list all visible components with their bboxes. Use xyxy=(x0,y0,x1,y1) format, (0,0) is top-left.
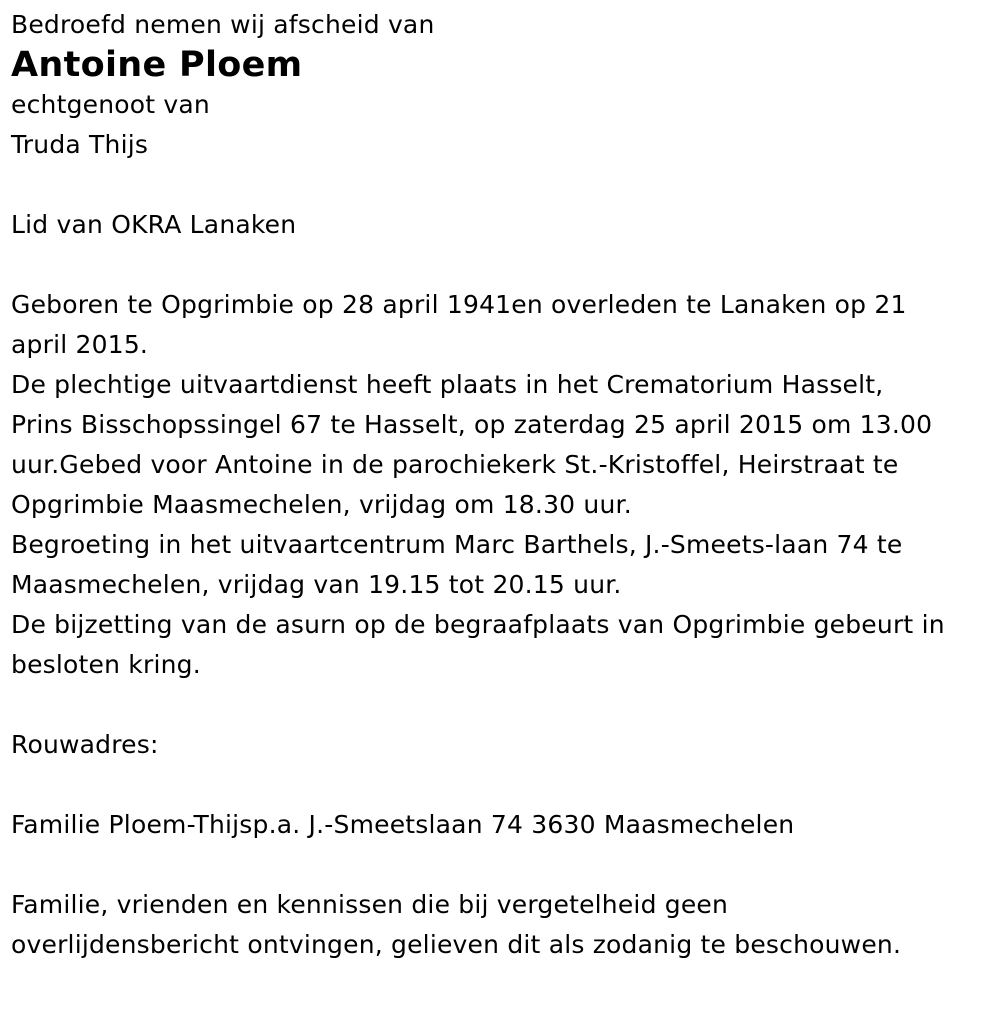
spacer xyxy=(11,165,1000,205)
service-line: uur.Gebed voor Antoine in de parochiekerk St.-Kristoffel, Heirstraat te xyxy=(11,450,899,479)
spouse-name: Truda Thijs xyxy=(11,130,149,159)
birth-death-line: april 2015. xyxy=(11,330,149,359)
birth-death-line: Geboren te Opgrimbie op 28 april 1941en overleden te Lanaken op 21 xyxy=(11,290,907,319)
greeting-line: Begroeting in het uitvaartcentrum Marc Barthels, J.-Smeets-laan 74 te xyxy=(11,530,903,559)
interment-line: besloten kring. xyxy=(11,650,201,679)
service-line: Prins Bisschopssingel 67 te Hasselt, op zaterdag 25 april 2015 om 13.00 xyxy=(11,410,933,439)
spacer xyxy=(11,845,1000,885)
mourning-address-label: Rouwadres: xyxy=(11,730,159,759)
deceased-name: Antoine Ploem xyxy=(11,45,303,85)
interment-line: De bijzetting van de asurn op de begraafplaats van Opgrimbie gebeurt in xyxy=(11,610,945,639)
service-line: Opgrimbie Maasmechelen, vrijdag om 18.30 uur. xyxy=(11,490,632,519)
membership-text: Lid van OKRA Lanaken xyxy=(11,210,297,239)
greeting-line: Maasmechelen, vrijdag van 19.15 tot 20.15 uur. xyxy=(11,570,622,599)
service-line: De plechtige uitvaartdienst heeft plaats in het Crematorium Hasselt, xyxy=(11,370,884,399)
closing-line: Familie, vrienden en kennissen die bij vergetelheid geen xyxy=(11,890,729,919)
details-paragraph xyxy=(11,285,996,685)
spacer xyxy=(11,765,1000,805)
spacer xyxy=(11,685,1000,725)
intro-text: Bedroefd nemen wij afscheid van xyxy=(11,10,435,39)
mourning-address: Familie Ploem-Thijsp.a. J.-Smeetslaan 74 3630 Maasmechelen xyxy=(11,810,795,839)
closing-line: overlijdensbericht ontvingen, gelieven dit als zodanig te beschouwen. xyxy=(11,930,902,959)
spacer xyxy=(11,245,1000,285)
relation-label: echtgenoot van xyxy=(11,90,210,119)
